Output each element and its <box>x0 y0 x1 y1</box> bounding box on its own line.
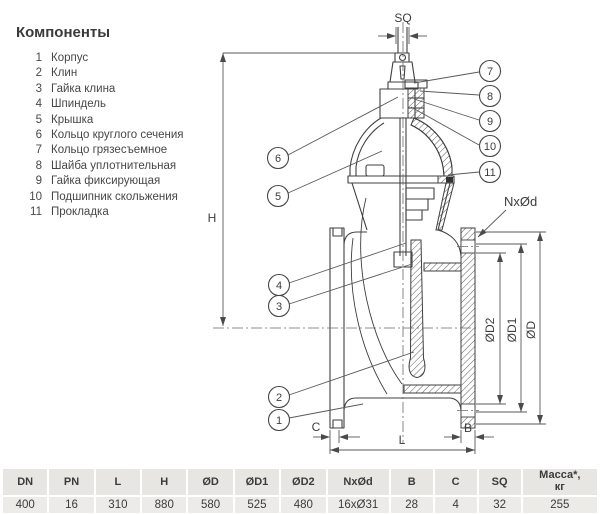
gasket-detail <box>446 177 453 182</box>
value-b: 28 <box>391 497 433 513</box>
header-d: ØD <box>188 469 232 495</box>
header-l: L <box>96 469 140 495</box>
header-nxod: NxØd <box>328 469 389 495</box>
component-number: 1 <box>35 52 42 64</box>
component-number: 11 <box>30 206 42 219</box>
component-item <box>16 66 231 81</box>
callout-6 <box>268 148 289 169</box>
component-number: 2 <box>35 67 42 80</box>
svg-text:4: 4 <box>275 280 283 292</box>
callout-7 <box>480 61 501 82</box>
component-item <box>16 159 231 174</box>
dim-label-d: ØD <box>524 321 538 339</box>
header-h: H <box>142 469 186 495</box>
component-item <box>16 205 231 220</box>
header-mass-line1: Масса*, <box>539 469 581 482</box>
component-label: Гайка клина <box>51 82 116 95</box>
component-label: Гайка фиксирующая <box>51 175 161 188</box>
component-item <box>16 97 231 112</box>
callout-9 <box>480 111 501 132</box>
svg-text:9: 9 <box>486 116 494 128</box>
component-item <box>16 113 231 128</box>
value-sq: 32 <box>479 497 521 513</box>
component-item <box>16 51 231 66</box>
header-sq: SQ <box>479 469 521 495</box>
component-label: Подшипник скольжения <box>51 190 178 203</box>
component-number: 6 <box>35 129 42 142</box>
value-c: 4 <box>435 497 477 513</box>
component-label: Кольцо грязесъемное <box>51 144 168 157</box>
component-number: 10 <box>29 190 42 203</box>
component-label: Шайба уплотнительная <box>51 159 177 172</box>
components-title: Компоненты <box>16 24 111 41</box>
dim-label-nxod: NxØd <box>504 194 538 209</box>
callout-2 <box>269 387 290 408</box>
header-d1: ØD1 <box>235 469 279 495</box>
header-mass <box>523 469 597 495</box>
component-number: 8 <box>35 159 42 172</box>
dim-label-l: L <box>398 433 406 447</box>
value-nxod: 16xØ31 <box>328 497 389 513</box>
value-dn: 400 <box>3 497 47 513</box>
callout-11 <box>480 162 501 183</box>
component-number: 4 <box>35 98 42 111</box>
callout-4 <box>269 275 290 296</box>
header-pn: PN <box>49 469 93 495</box>
component-number: 3 <box>35 82 42 95</box>
header-b: B <box>391 469 433 495</box>
centerlines <box>213 22 478 444</box>
component-number: 7 <box>35 144 42 157</box>
svg-text:1: 1 <box>275 415 283 427</box>
value-d1: 525 <box>235 497 279 513</box>
component-item <box>16 174 231 189</box>
component-item <box>16 82 231 97</box>
svg-text:10: 10 <box>483 141 497 153</box>
component-item <box>16 143 231 158</box>
table-header-row <box>3 469 597 495</box>
components-legend <box>16 24 231 220</box>
component-label: Крышка <box>51 113 94 126</box>
dim-label-h: H <box>207 211 217 225</box>
header-dn: DN <box>3 469 47 495</box>
dim-label-c: C <box>311 420 321 434</box>
svg-text:7: 7 <box>486 66 494 78</box>
header-d2: ØD2 <box>281 469 325 495</box>
callout-5 <box>268 186 289 207</box>
svg-text:3: 3 <box>275 301 283 313</box>
svg-text:5: 5 <box>274 191 282 203</box>
svg-text:8: 8 <box>486 91 494 103</box>
component-label: Кольцо круглого сечения <box>51 129 184 142</box>
component-number: 5 <box>35 113 42 126</box>
svg-text:2: 2 <box>275 392 283 404</box>
callout-3 <box>269 296 290 317</box>
value-h: 880 <box>142 497 186 513</box>
header-c: C <box>435 469 477 495</box>
callout-8 <box>480 86 501 107</box>
value-d2: 480 <box>281 497 325 513</box>
component-item <box>16 190 231 205</box>
dim-label-b: B <box>463 421 473 435</box>
dimensions-table <box>1 467 599 514</box>
value-d: 580 <box>188 497 232 513</box>
dim-label-sq: SQ <box>394 11 412 25</box>
component-label: Клин <box>51 67 78 80</box>
svg-text:6: 6 <box>274 153 282 165</box>
value-mass: 255 <box>523 497 597 513</box>
component-item <box>16 128 231 143</box>
table-value-row <box>3 497 597 513</box>
svg-text:11: 11 <box>484 167 496 179</box>
component-label: Шпиндель <box>51 98 106 111</box>
section-hatching <box>404 88 475 428</box>
callout-10 <box>480 136 501 157</box>
dim-label-d2: ØD2 <box>483 317 497 343</box>
value-pn: 16 <box>49 497 93 513</box>
value-l: 310 <box>96 497 140 513</box>
callout-1 <box>269 410 290 431</box>
header-mass-line2: кг <box>554 481 565 493</box>
component-label: Корпус <box>51 52 89 64</box>
dim-label-d1: ØD1 <box>505 317 519 343</box>
component-label: Прокладка <box>51 206 109 219</box>
component-number: 9 <box>35 175 42 188</box>
